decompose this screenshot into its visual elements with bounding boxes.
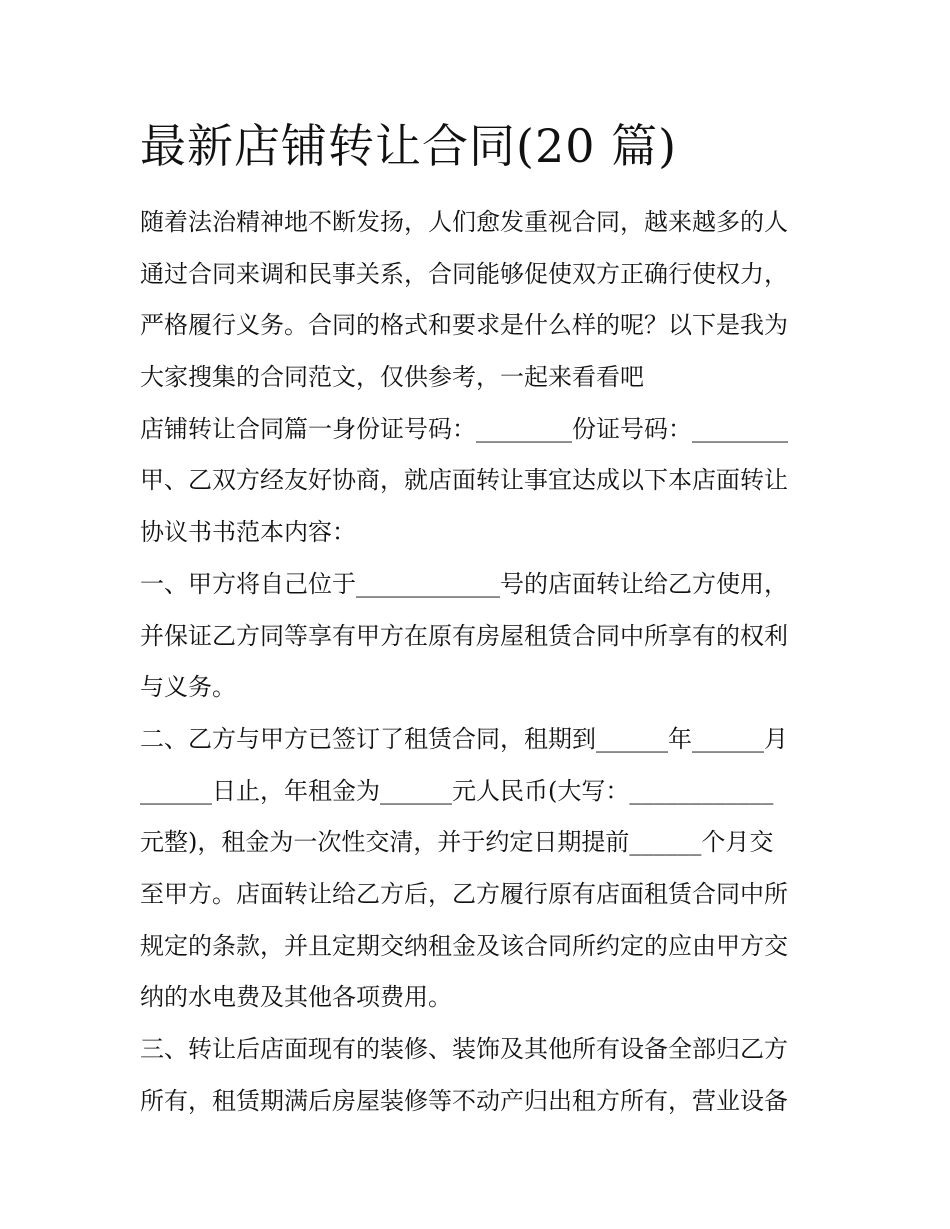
paragraph-line: 甲、乙双方经友好协商，就店面转让事宜达成以下本店面转让	[140, 466, 788, 495]
paragraph-line: 至甲方。店面转让给乙方后，乙方履行原有店面租赁合同中所	[140, 879, 788, 908]
paragraph-line: 并保证乙方同等享有甲方在原有房屋租赁合同中所享有的权利	[140, 621, 788, 650]
document-body	[140, 197, 820, 1127]
paragraph-line: ______日止，年租金为______元人民币(大写：____________	[140, 776, 774, 805]
paragraph-line: 通过合同来调和民事关系，合同能够促使双方正确行使权力，	[140, 259, 788, 288]
paragraph-line: 元整)，租金为一次性交清，并于约定日期提前______个月交	[140, 828, 774, 857]
paragraph-line: 随着法治精神地不断发扬，人们愈发重视合同，越来越多的人	[140, 208, 788, 236]
paragraph-line: 协议书书范本内容：	[140, 518, 356, 547]
paragraph-line: 店铺转让合同篇一身份证号码：________份证号码：________	[140, 414, 788, 443]
paragraph-line: 一、甲方将自己位于____________号的店面转让给乙方使用，	[140, 569, 788, 598]
paragraph-line: 大家搜集的合同范文，仅供参考，一起来看看吧	[140, 363, 644, 392]
paragraph-line: 与义务。	[140, 673, 236, 702]
paragraph-line: 规定的条款，并且定期交纳租金及该合同所约定的应由甲方交	[140, 931, 788, 960]
paragraph-line: 严格履行义务。合同的格式和要求是什么样的呢？以下是我为	[140, 311, 788, 340]
paragraph-line: 二、乙方与甲方已签订了租赁合同，租期到______年______月	[140, 724, 788, 753]
document-title: 最新店铺转让合同(20 篇)	[140, 119, 678, 173]
paragraph-line: 纳的水电费及其他各项费用。	[140, 983, 452, 1012]
paragraph-line: 所有，租赁期满后房屋装修等不动产归出租方所有，营业设备	[140, 1086, 788, 1115]
paragraph-line: 三、转让后店面现有的装修、装饰及其他所有设备全部归乙方	[140, 1035, 788, 1063]
